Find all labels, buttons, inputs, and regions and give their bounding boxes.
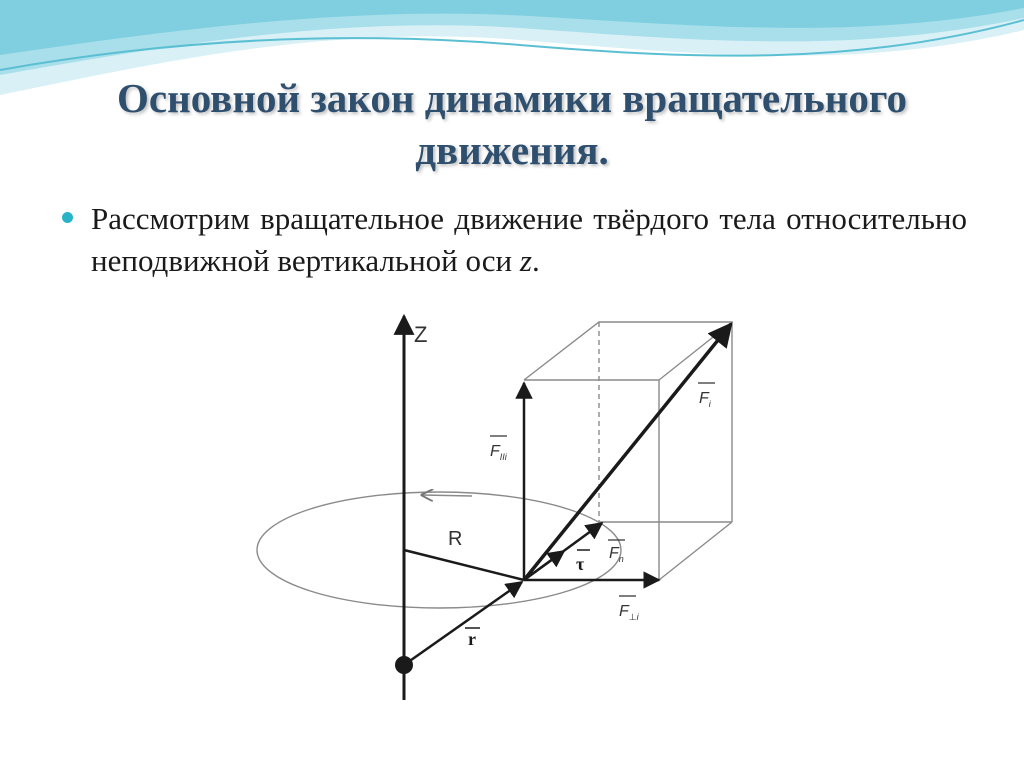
f-i-label: $F_i$: [699, 390, 711, 409]
radius-line: [404, 550, 524, 580]
rotation-direction-arrow: [422, 495, 472, 496]
z-axis-label: Z: [414, 322, 428, 347]
bullet-text-main: Рассмотрим вращательное движение твёрдого тела относительно неподвижной вертикальной оси: [91, 201, 967, 278]
title-line-1: Основной закон динамики вращательного: [116, 75, 908, 121]
bullet-text: [91, 198, 967, 282]
f-n-label: $F_n$: [609, 545, 624, 564]
radius-label: R: [448, 528, 463, 550]
f-perp-label: $F_{\perp i}$: [619, 603, 639, 622]
r-vector: [404, 582, 522, 665]
f-i-vector: [524, 324, 731, 580]
bullet-end: .: [531, 243, 540, 278]
rotation-diagram: [252, 300, 764, 720]
tau-label: τ: [576, 554, 585, 574]
f-parallel-label: $F_{IIi}$: [490, 443, 507, 462]
title-line-2: движения.: [415, 127, 609, 173]
r-vector-label: r: [468, 629, 476, 649]
axis-variable: z: [519, 243, 532, 278]
slide-title: [60, 72, 964, 176]
bullet-item: [62, 198, 967, 282]
bullet-dot-icon: [62, 212, 73, 223]
